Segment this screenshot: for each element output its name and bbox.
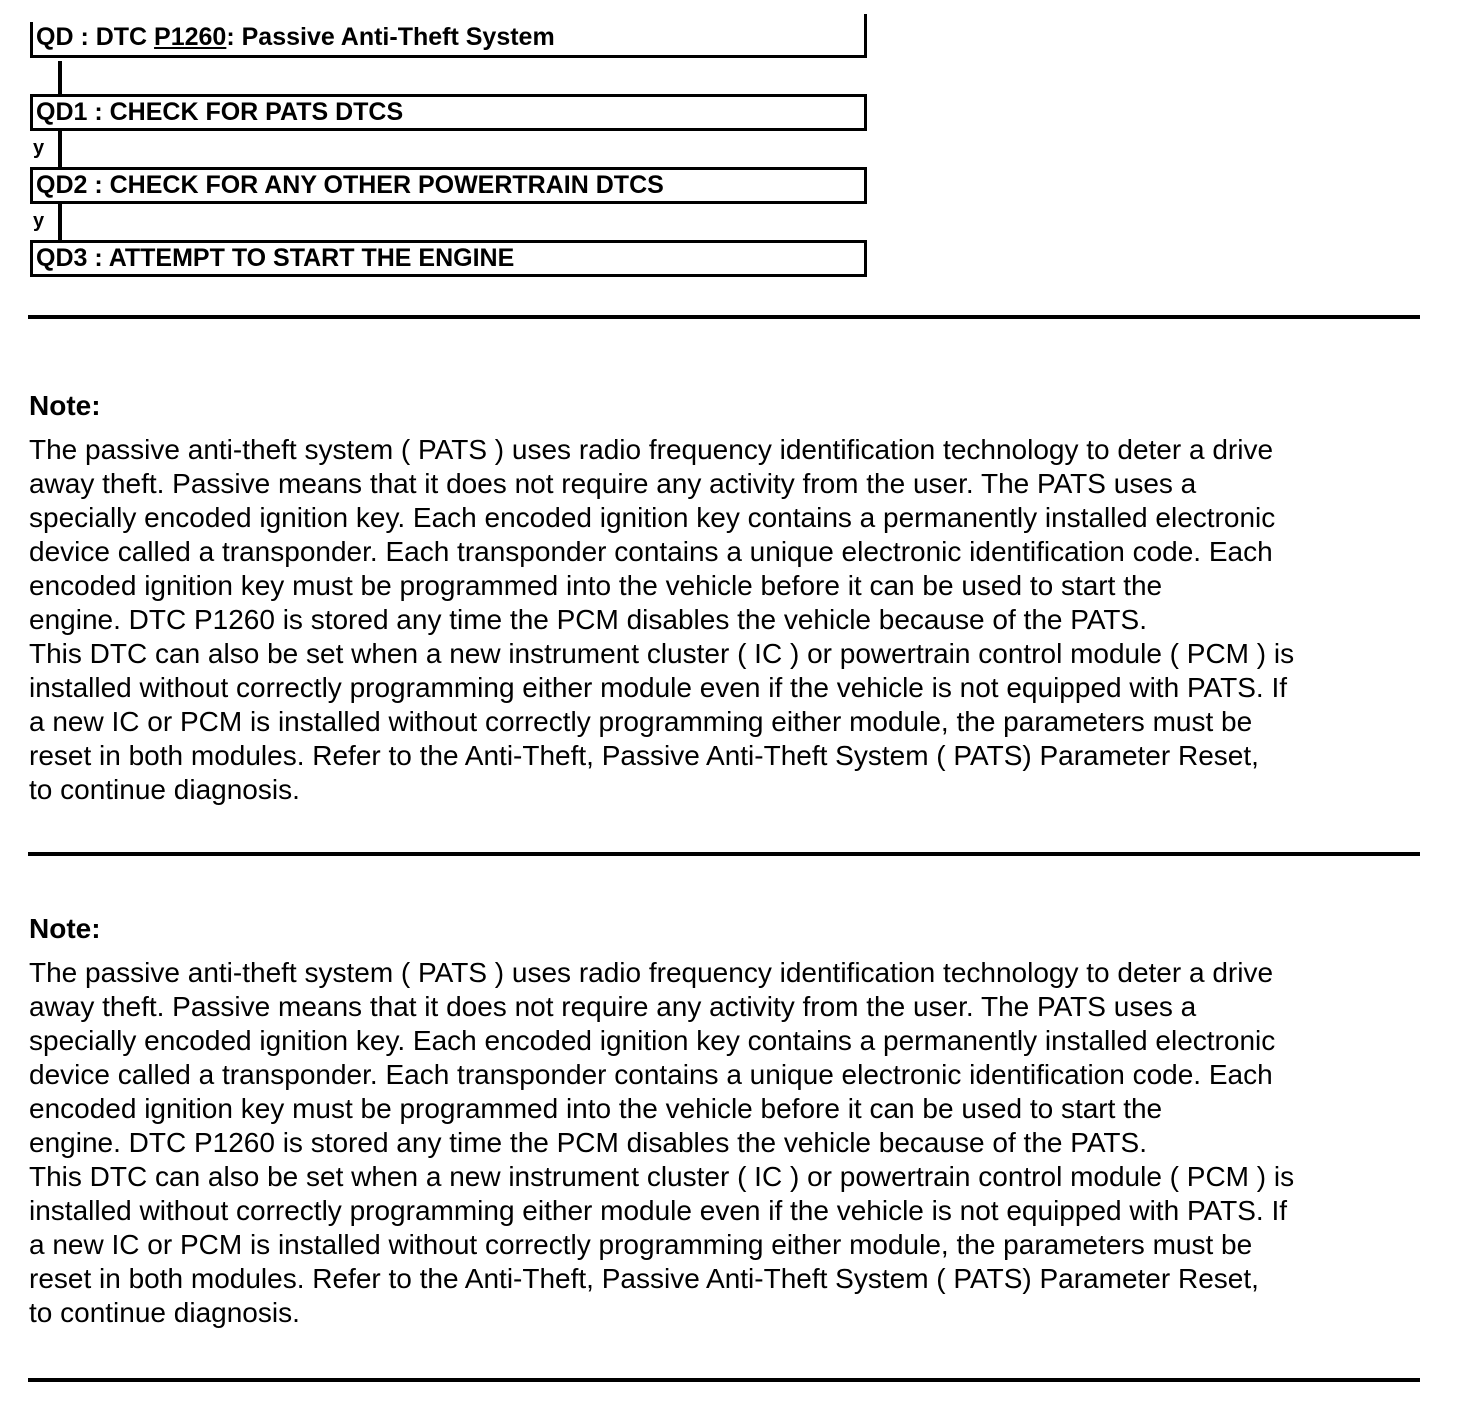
- note-title: Note:: [29, 390, 101, 421]
- section-divider: [28, 1378, 1420, 1382]
- yes-branch-label: y: [33, 210, 45, 232]
- note-title: Note:: [29, 913, 101, 944]
- step-qd1-box[interactable]: [30, 94, 867, 131]
- flowchart-header-box[interactable]: [30, 22, 867, 58]
- step-qd2-label: QD2 : CHECK FOR ANY OTHER POWERTRAIN DTCS: [36, 171, 664, 199]
- step-qd3-box[interactable]: [30, 240, 867, 277]
- flow-connector: [58, 61, 62, 94]
- note-body: The passive anti-theft system ( PATS ) uses radio frequency identification technology to deter a drive away theft. Passive means that it does not require any activity from the user. The PATS uses a specially encoded ignition key. Each encoded ignition key contains a permanently installed electronic device called a transponder. Each transponder contains a unique electronic identification code. Each encoded ignition key must be programmed into the vehicle before it can be used to start the engine. DTC P1260 is stored any time the PCM disables the vehicle because of the PATS. This DTC can also be set when a new instrument cluster ( IC ) or powertrain control module ( PCM ) is installed without correctly programming either module even if the vehicle is not equipped with PATS. If a new IC or PCM is installed without correctly programming either module, the parameters must be reset in both modules. Refer to the Anti-Theft, Passive Anti-Theft System ( PATS) Parameter Reset, to continue diagnosis.: [29, 957, 1295, 1328]
- note-body: The passive anti-theft system ( PATS ) uses radio frequency identification technology to deter a drive away theft. Passive means that it does not require any activity from the user. The PATS uses a specially encoded ignition key. Each encoded ignition key contains a permanently installed electronic device called a transponder. Each transponder contains a unique electronic identification code. Each encoded ignition key must be programmed into the vehicle before it can be used to start the engine. DTC P1260 is stored any time the PCM disables the vehicle because of the PATS. This DTC can also be set when a new instrument cluster ( IC ) or powertrain control module ( PCM ) is installed without correctly programming either module even if the vehicle is not equipped with PATS. If a new IC or PCM is installed without correctly programming either module, the parameters must be reset in both modules. Refer to the Anti-Theft, Passive Anti-Theft System ( PATS) Parameter Reset, to continue diagnosis.: [29, 434, 1295, 805]
- step-qd3-label: QD3 : ATTEMPT TO START THE ENGINE: [36, 244, 515, 272]
- note-block: [29, 912, 1449, 1330]
- step-qd2-box[interactable]: [30, 167, 867, 204]
- step-qd1-label: QD1 : CHECK FOR PATS DTCS: [36, 98, 404, 126]
- flow-connector: [58, 131, 62, 167]
- flow-connector: [58, 204, 62, 240]
- dtc-code-link[interactable]: P1260: [154, 23, 227, 51]
- yes-branch-label: y: [33, 137, 45, 159]
- flowchart-header-prefix: QD : DTC: [36, 23, 155, 51]
- flowchart-header-suffix: : Passive Anti-Theft System: [226, 23, 555, 51]
- note-block: [29, 389, 1449, 807]
- section-divider: [28, 852, 1420, 856]
- section-divider: [28, 315, 1420, 319]
